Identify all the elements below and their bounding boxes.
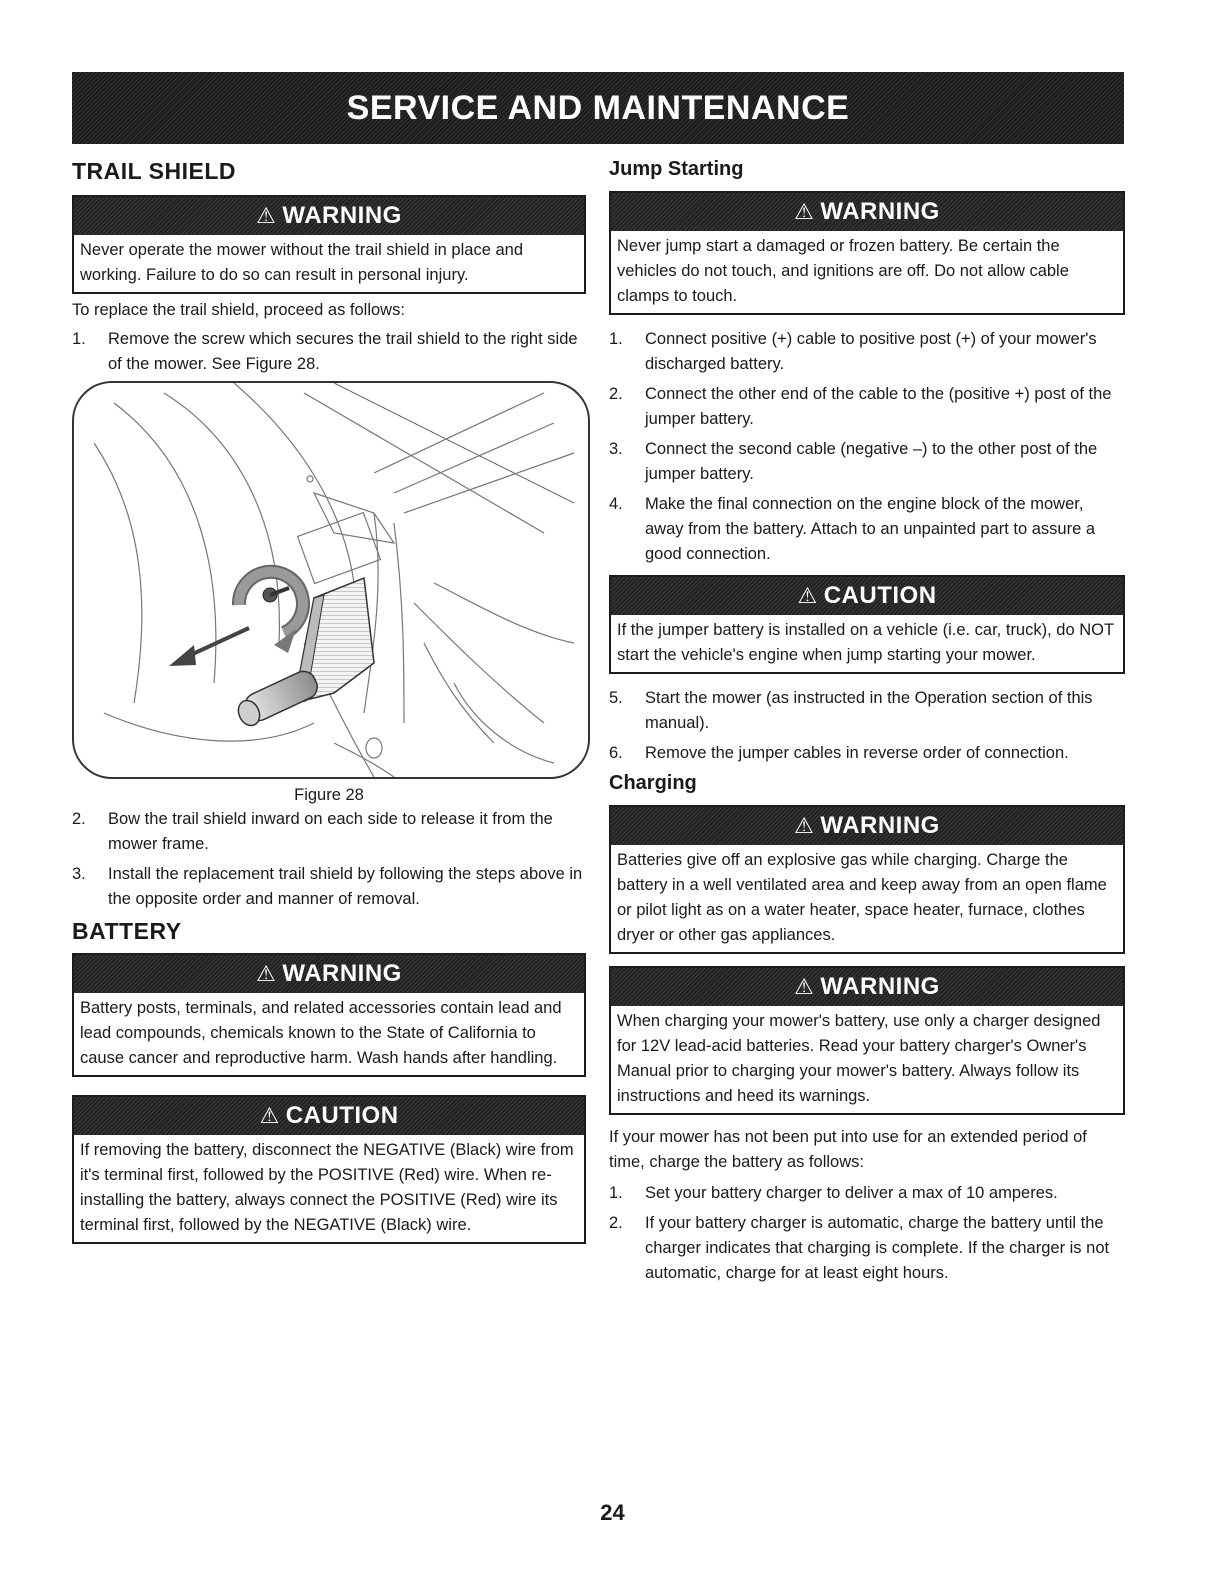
warning-header (611, 807, 1123, 845)
trail-shield-warning-box (72, 195, 586, 294)
charging-steps (609, 1181, 1125, 1286)
list-item (609, 437, 1125, 487)
charging-warning-box-2 (609, 966, 1125, 1115)
charging-intro: If your mower has not been put into use for an extended period of time, charge the battery as follows: (609, 1128, 1087, 1171)
step-number: 4. (609, 495, 623, 513)
step-text: Make the final connection on the engine block of the mower, away from the battery. Attach to an unpainted part to assure a good connection. (645, 495, 1096, 563)
step-number: 3. (609, 440, 623, 458)
jump-starting-warning-box (609, 191, 1125, 315)
jump-starting-caution-box (609, 575, 1125, 674)
warning-triangle-icon: ⚠ (794, 199, 815, 224)
step-number: 1. (72, 330, 86, 348)
warning-label: WARNING (282, 960, 402, 987)
warning-label: WARNING (820, 198, 940, 225)
step-text: Start the mower (as instructed in the Operation section of this manual). (645, 689, 1093, 732)
warning-triangle-icon: ⚠ (259, 1103, 280, 1128)
warning-header (74, 955, 584, 993)
step-number: 2. (609, 385, 623, 403)
warning-triangle-icon: ⚠ (256, 203, 277, 228)
list-item (609, 1211, 1125, 1286)
battery-heading: BATTERY (72, 918, 182, 944)
trail-shield-drawing (74, 383, 588, 777)
warning-label: WARNING (820, 812, 940, 839)
warning-header (74, 197, 584, 235)
warning-text: Never operate the mower without the trail shield in place and working. Failure to do so can result in personal injury. (80, 241, 523, 284)
caution-header (74, 1097, 584, 1135)
step-text: Bow the trail shield inward on each side to release it from the mower frame. (108, 810, 553, 853)
battery-caution-box (72, 1095, 586, 1244)
battery-warning-box (72, 953, 586, 1077)
jump-starting-steps-before (609, 327, 1125, 567)
warning-triangle-icon: ⚠ (256, 961, 277, 986)
step-text: Set your battery charger to deliver a max of 10 amperes. (645, 1184, 1058, 1202)
figure-28-illustration (72, 381, 590, 779)
list-item (609, 492, 1125, 567)
charging-heading: Charging (609, 772, 697, 794)
warning-triangle-icon: ⚠ (797, 583, 818, 608)
jump-starting-heading: Jump Starting (609, 158, 744, 180)
warning-header (611, 193, 1123, 231)
step-text: Remove the screw which secures the trail shield to the right side of the mower. See Figure 28. (108, 330, 578, 373)
page-header-banner (72, 72, 1124, 144)
list-item (609, 1181, 1125, 1206)
warning-triangle-icon: ⚠ (794, 974, 815, 999)
step-text: Install the replacement trail shield by following the steps above in the opposite order and manner of removal. (108, 865, 583, 908)
trail-shield-intro: To replace the trail shield, proceed as follows: (72, 301, 405, 319)
list-item (609, 327, 1125, 377)
step-number: 2. (609, 1214, 623, 1232)
charging-warning-box-1 (609, 805, 1125, 954)
caution-text: If the jumper battery is installed on a vehicle (i.e. car, truck), do NOT start the vehicle's engine when jump starting your mower. (617, 621, 1114, 664)
figure-caption: Figure 28 (294, 786, 364, 804)
step-text: Connect positive (+) cable to positive post (+) of your mower's discharged battery. (645, 330, 1097, 373)
caution-header (611, 577, 1123, 615)
warning-label: WARNING (282, 202, 402, 229)
list-item (72, 327, 586, 377)
step-text: Remove the jumper cables in reverse order of connection. (645, 744, 1069, 762)
trail-shield-steps-before (72, 327, 586, 377)
warning-text: Battery posts, terminals, and related accessories contain lead and lead compounds, chemicals known to the State of California to cause cancer and reproductive harm. Wash hands after handling. (80, 999, 562, 1067)
caution-text: If removing the battery, disconnect the NEGATIVE (Black) wire from it's terminal first, followed by the POSITIVE (Red) wire. When re-installing the battery, always connect the POSITIVE (Red) wire its terminal first, followed by the NEGATIVE (Black) wire. (80, 1141, 574, 1234)
caution-label: CAUTION (285, 1102, 399, 1129)
step-number: 3. (72, 865, 86, 883)
step-number: 6. (609, 744, 623, 762)
step-text: Connect the second cable (negative –) to the other post of the jumper battery. (645, 440, 1098, 483)
step-number: 5. (609, 689, 623, 707)
page-number: 24 (600, 1500, 625, 1525)
list-item (72, 862, 586, 912)
caution-label: CAUTION (823, 582, 937, 609)
step-text: Connect the other end of the cable to the (positive +) post of the jumper battery. (645, 385, 1112, 428)
step-number: 1. (609, 330, 623, 348)
warning-header (611, 968, 1123, 1006)
list-item (609, 382, 1125, 432)
warning-label: WARNING (820, 973, 940, 1000)
list-item (72, 807, 586, 857)
step-number: 2. (72, 810, 86, 828)
step-number: 1. (609, 1184, 623, 1202)
list-item (609, 741, 1125, 766)
warning-text: Never jump start a damaged or frozen battery. Be certain the vehicles do not touch, and ignitions are off. Do not allow cable clamps to touch. (617, 237, 1069, 305)
warning-text: When charging your mower's battery, use only a charger designed for 12V lead-acid batteries. Read your battery charger's Owner's Manual prior to charging your mower's battery. Always follow its instructions and heed its warnings. (617, 1012, 1101, 1105)
trail-shield-heading: TRAIL SHIELD (72, 158, 237, 184)
list-item (609, 686, 1125, 736)
jump-starting-steps-after (609, 686, 1125, 766)
warning-text: Batteries give off an explosive gas while charging. Charge the battery in a well ventilated area and keep away from an open flame or pilot light as on a water heater, space heater, furnace, clothes dryer or other gas appliances. (617, 851, 1107, 944)
left-column (72, 158, 586, 1244)
right-column (609, 158, 1125, 1286)
page-header-title: SERVICE AND MAINTENANCE (346, 88, 850, 127)
step-text: If your battery charger is automatic, charge the battery until the charger indicates that charging is complete. If the charger is not automatic, charge for at least eight hours. (645, 1214, 1110, 1282)
trail-shield-steps-after (72, 807, 586, 912)
warning-triangle-icon: ⚠ (794, 813, 815, 838)
